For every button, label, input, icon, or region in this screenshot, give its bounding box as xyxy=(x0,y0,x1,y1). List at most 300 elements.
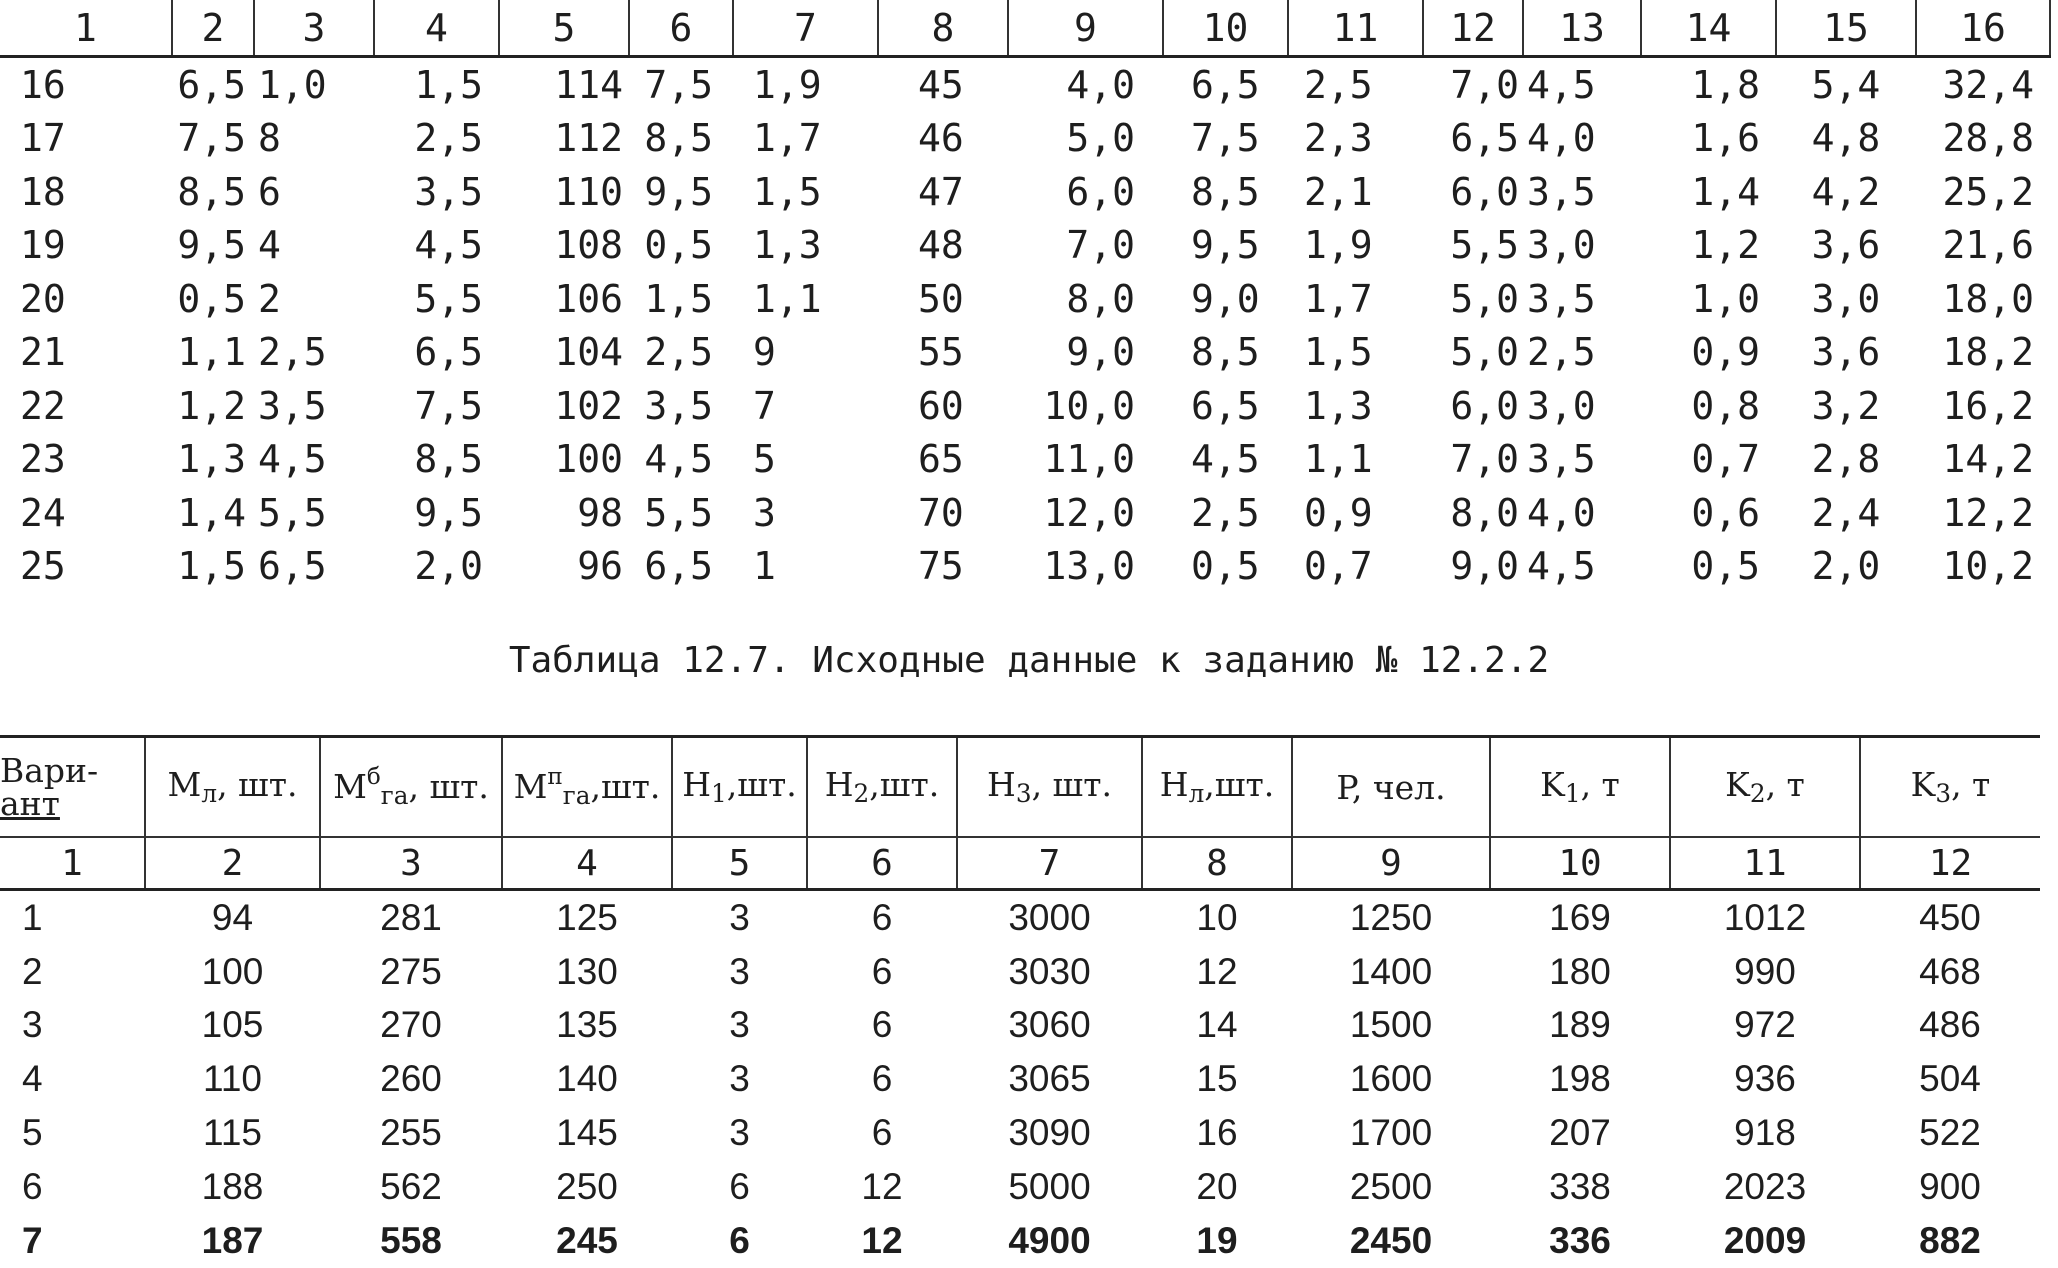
table-cell: 12,2 xyxy=(1942,490,2034,535)
column-number: 14 xyxy=(1641,0,1776,57)
table-cell: 104 xyxy=(554,330,623,375)
column-number-row xyxy=(0,837,2040,890)
table-cell: 260 xyxy=(380,1058,442,1100)
table-cell: 4900 xyxy=(1008,1219,1091,1261)
table-cell: 3,5 xyxy=(258,383,327,428)
table-cell: 10,0 xyxy=(1043,383,1135,428)
table-cell: 60 xyxy=(918,383,964,428)
table-cell: 1,7 xyxy=(1304,276,1373,321)
table-cell: 6,0 xyxy=(1450,169,1519,214)
table-cell: 47 xyxy=(918,169,964,214)
table-cell: 1,5 xyxy=(414,62,483,107)
table-cell: 16 xyxy=(1196,1112,1238,1154)
table-row xyxy=(0,112,2050,166)
table-cell: 3,0 xyxy=(1527,383,1596,428)
table-cell: 2,5 xyxy=(644,330,713,375)
table-cell: 3 xyxy=(729,950,750,992)
header-ml: $M_л$, шт. xyxy=(145,737,320,838)
column-number: 8 xyxy=(1142,837,1292,890)
table-cell: 106 xyxy=(554,276,623,321)
table-cell: 3 xyxy=(729,896,750,938)
column-number: 5 xyxy=(499,0,629,57)
table-cell: 70 xyxy=(918,490,964,535)
table-cell: 504 xyxy=(1919,1058,1981,1100)
column-number: 10 xyxy=(1490,837,1670,890)
table-cell: 8,5 xyxy=(644,116,713,161)
table-cell: 9,0 xyxy=(1450,544,1519,589)
table-cell: 19 xyxy=(1196,1219,1238,1261)
column-number: 11 xyxy=(1670,837,1860,890)
table-cell: 9,0 xyxy=(1191,276,1260,321)
table-cell: 936 xyxy=(1734,1058,1796,1100)
table-cell: 7,5 xyxy=(414,383,483,428)
table-cell: 140 xyxy=(556,1058,618,1100)
column-number: 13 xyxy=(1523,0,1641,57)
table-row xyxy=(0,540,2050,594)
table-cell: 1600 xyxy=(1349,1058,1433,1100)
table-cell: 98 xyxy=(577,490,623,535)
table-cell: 1,2 xyxy=(1691,223,1760,268)
table-cell: 115 xyxy=(203,1112,262,1154)
table-row xyxy=(0,890,2040,945)
table-cell: 1500 xyxy=(1349,1004,1433,1046)
table-cell: 16 xyxy=(20,62,66,107)
table-cell: 20 xyxy=(1196,1165,1238,1207)
table-cell: 3,5 xyxy=(644,383,713,428)
table-cell: 5,5 xyxy=(1450,223,1519,268)
table-cell: 1,7 xyxy=(753,116,822,161)
column-number: 1 xyxy=(0,837,145,890)
table-cell: 2,0 xyxy=(414,544,483,589)
table-cell: 1,1 xyxy=(1304,437,1373,482)
table-cell: 8,0 xyxy=(1066,276,1135,321)
table-cell: 3,5 xyxy=(1527,169,1596,214)
table-cell: 882 xyxy=(1919,1219,1981,1261)
table-row xyxy=(0,486,2050,540)
header-mga-p: $M^п_{га},шт$. xyxy=(502,737,672,838)
table-cell: 270 xyxy=(380,1004,442,1046)
column-number: 9 xyxy=(1292,837,1490,890)
table-cell: 6,0 xyxy=(1066,169,1135,214)
table-cell: 3 xyxy=(729,1058,750,1100)
table-cell: 6,5 xyxy=(1191,383,1260,428)
table-cell: 6 xyxy=(871,1112,893,1154)
table-cell: 21,6 xyxy=(1942,223,2034,268)
table-cell: 5,0 xyxy=(1450,330,1519,375)
table-cell: 5,4 xyxy=(1811,62,1881,107)
table-cell: 189 xyxy=(1549,1004,1611,1046)
table-cell: 522 xyxy=(1919,1112,1981,1154)
table-cell: 17 xyxy=(20,116,66,161)
table-cell: 112 xyxy=(554,116,623,161)
table-cell: 145 xyxy=(556,1112,618,1154)
table-cell: 4,5 xyxy=(414,223,483,268)
table-cell: 125 xyxy=(556,896,618,938)
table-row xyxy=(0,999,2040,1053)
table-cell: 1,0 xyxy=(258,62,327,107)
header-variant xyxy=(0,737,145,838)
table-cell: 169 xyxy=(1549,896,1611,938)
table-cell: 2023 xyxy=(1723,1165,1807,1207)
table-cell: 972 xyxy=(1734,1004,1796,1046)
table-cell: 50 xyxy=(918,276,964,321)
table-cell: 96 xyxy=(577,544,623,589)
table-cell: 6 xyxy=(729,1165,750,1207)
table-cell: 16,2 xyxy=(1942,383,2034,428)
table-cell: 1,1 xyxy=(177,330,246,375)
table-cell: 4,0 xyxy=(1527,116,1596,161)
table-cell: 9,5 xyxy=(1191,223,1260,268)
table-cell: 2,5 xyxy=(1527,330,1596,375)
header-k1: $K_1$, т xyxy=(1490,737,1670,838)
table-cell: 8,5 xyxy=(177,169,246,214)
table-cell: 94 xyxy=(211,896,254,938)
table-cell: 110 xyxy=(554,169,623,214)
table-cell: 6,5 xyxy=(1191,62,1260,107)
table-cell: 2009 xyxy=(1723,1219,1807,1261)
table-cell: 4,2 xyxy=(1811,169,1881,214)
table-cell: 18 xyxy=(20,169,66,214)
table-cell: 1,9 xyxy=(753,62,822,107)
table-cell: 108 xyxy=(554,223,623,268)
table-cell: 1,3 xyxy=(177,437,246,482)
table-cell: 1250 xyxy=(1349,896,1433,938)
table-cell: 3 xyxy=(753,490,776,535)
column-number: 10 xyxy=(1163,0,1288,57)
table-cell: 558 xyxy=(380,1219,442,1261)
table-row xyxy=(0,272,2050,326)
column-number: 2 xyxy=(172,0,254,57)
table-cell: 3030 xyxy=(1008,950,1091,992)
table-cell: 2,1 xyxy=(1304,169,1373,214)
table-cell: 10,2 xyxy=(1942,544,2034,589)
header-p: P, чел. xyxy=(1292,737,1490,838)
table-cell: 918 xyxy=(1734,1112,1796,1154)
table-cell: 1,3 xyxy=(753,223,822,268)
data-table-continuation xyxy=(0,0,2051,593)
table-row xyxy=(0,165,2050,219)
table-cell: 281 xyxy=(380,896,442,938)
column-number-row xyxy=(0,0,2050,57)
table-cell: 0,9 xyxy=(1304,490,1373,535)
table-cell: 5,5 xyxy=(414,276,483,321)
header-row xyxy=(0,737,2040,838)
table-cell: 135 xyxy=(556,1004,618,1046)
table-cell: 2,5 xyxy=(414,116,483,161)
column-number: 1 xyxy=(0,0,172,57)
table-row xyxy=(0,219,2050,273)
table-cell: 7 xyxy=(22,1219,43,1261)
table-cell: 1,2 xyxy=(177,383,246,428)
table-cell: 1,1 xyxy=(753,276,822,321)
table-cell: 32,4 xyxy=(1942,62,2034,107)
table-cell: 2,3 xyxy=(1304,116,1373,161)
table-caption: Таблица 12.7. Исходные данные к заданию № 12.2.2 xyxy=(508,640,1550,681)
table-cell: 6 xyxy=(871,896,893,938)
table-cell: 6 xyxy=(871,1058,893,1100)
table-cell: 3,0 xyxy=(1811,276,1881,321)
table-body xyxy=(0,890,2040,1268)
table-cell: 562 xyxy=(380,1165,442,1207)
column-number: 12 xyxy=(1423,0,1523,57)
column-number: 8 xyxy=(878,0,1008,57)
table-cell: 15 xyxy=(1196,1058,1238,1100)
table-cell: 468 xyxy=(1919,950,1981,992)
table-cell: 5 xyxy=(753,437,776,482)
table-cell: 0,7 xyxy=(1304,544,1373,589)
table-cell: 0,5 xyxy=(644,223,713,268)
header-h1: $H_1,шт$. xyxy=(672,737,807,838)
table-cell: 14 xyxy=(1196,1004,1238,1046)
table-cell: 4,8 xyxy=(1811,116,1881,161)
table-cell: 5,0 xyxy=(1450,276,1519,321)
table-cell: 28,8 xyxy=(1942,116,2034,161)
table-cell: 1,6 xyxy=(1691,116,1760,161)
table-row xyxy=(0,1052,2040,1106)
table-cell: 1,0 xyxy=(1691,276,1760,321)
column-number: 3 xyxy=(254,0,374,57)
table-cell: 6 xyxy=(729,1219,750,1261)
table-cell: 1,5 xyxy=(177,544,246,589)
table-cell: 1012 xyxy=(1723,896,1807,938)
table-row xyxy=(0,945,2040,999)
table-cell: 4,5 xyxy=(1527,62,1596,107)
table-cell: 7,5 xyxy=(644,62,713,107)
table-cell: 2 xyxy=(258,276,281,321)
table-cell: 255 xyxy=(380,1112,442,1154)
table-cell: 7,5 xyxy=(1191,116,1260,161)
table-cell: 8,5 xyxy=(414,437,483,482)
table-cell: 3090 xyxy=(1008,1112,1091,1154)
table-cell: 450 xyxy=(1919,896,1981,938)
table-cell: 4 xyxy=(22,1058,43,1100)
table-cell: 6,5 xyxy=(414,330,483,375)
table-cell: 130 xyxy=(556,950,618,992)
table-cell: 4,5 xyxy=(1527,544,1596,589)
table-cell: 6,5 xyxy=(1450,116,1519,161)
table-cell: 100 xyxy=(201,950,264,992)
table-row xyxy=(0,379,2050,433)
table-cell: 1,8 xyxy=(1691,62,1760,107)
column-number: 11 xyxy=(1288,0,1423,57)
table-cell: 114 xyxy=(554,62,623,107)
table-cell: 1 xyxy=(22,896,43,938)
table-cell: 12,0 xyxy=(1043,490,1135,535)
header-k2: $K_2$, т xyxy=(1670,737,1860,838)
table-cell: 0,9 xyxy=(1691,330,1760,375)
table-cell: 14,2 xyxy=(1942,437,2034,482)
table-cell: 5 xyxy=(22,1112,43,1154)
table-cell: 1,3 xyxy=(1304,383,1373,428)
table-cell: 45 xyxy=(918,62,964,107)
table-cell: 1 xyxy=(753,544,776,589)
table-cell: 7,0 xyxy=(1450,62,1519,107)
table-cell: 48 xyxy=(918,223,964,268)
table-cell: 1,4 xyxy=(177,490,246,535)
table-cell: 9 xyxy=(753,330,776,375)
table-cell: 0,5 xyxy=(1691,544,1760,589)
table-cell: 2,8 xyxy=(1811,437,1881,482)
source-data-table xyxy=(0,735,2040,1268)
table-cell: 3 xyxy=(729,1004,750,1046)
header-k3: $K_3$, т xyxy=(1860,737,2040,838)
table-body xyxy=(0,57,2050,594)
table-cell: 8,5 xyxy=(1191,330,1260,375)
table-cell: 12 xyxy=(861,1165,903,1207)
table-cell: 6 xyxy=(258,169,281,214)
table-cell: 2500 xyxy=(1349,1165,1433,1207)
table-cell: 1700 xyxy=(1349,1112,1433,1154)
table-cell: 5,5 xyxy=(644,490,713,535)
column-number: 6 xyxy=(629,0,733,57)
table-cell: 19 xyxy=(20,223,66,268)
table-cell: 3,5 xyxy=(414,169,483,214)
table-cell: 9,5 xyxy=(644,169,713,214)
table-cell: 0,5 xyxy=(1191,544,1260,589)
table-cell: 3,5 xyxy=(1527,276,1596,321)
table-cell: 3,5 xyxy=(1527,437,1596,482)
table-cell: 245 xyxy=(556,1219,618,1261)
table-cell: 3,2 xyxy=(1811,383,1881,428)
table-cell: 23 xyxy=(20,437,66,482)
table-cell: 4,5 xyxy=(644,437,713,482)
table-cell: 11,0 xyxy=(1043,437,1135,482)
table-cell: 105 xyxy=(201,1004,264,1046)
table-cell: 3 xyxy=(22,1004,43,1046)
table-cell: 0,7 xyxy=(1691,437,1760,482)
table-cell: 10 xyxy=(1196,896,1238,938)
table-cell: 990 xyxy=(1734,950,1796,992)
table-cell: 8 xyxy=(258,116,281,161)
column-number: 6 xyxy=(807,837,957,890)
table-row xyxy=(0,326,2050,380)
table-cell: 7 xyxy=(753,383,776,428)
column-number: 7 xyxy=(733,0,878,57)
table-cell: 55 xyxy=(918,330,964,375)
column-number: 4 xyxy=(374,0,499,57)
table-cell: 207 xyxy=(1549,1112,1611,1154)
header-variant-line1: Вари- xyxy=(0,751,99,790)
table-cell: 1400 xyxy=(1349,950,1433,992)
table-cell: 1,9 xyxy=(1304,223,1373,268)
table-cell: 2 xyxy=(22,950,43,992)
table-cell: 6,5 xyxy=(258,544,327,589)
table-cell: 0,5 xyxy=(177,276,246,321)
table-cell: 4 xyxy=(258,223,281,268)
table-cell: 336 xyxy=(1549,1219,1611,1261)
table-cell: 275 xyxy=(380,950,442,992)
table-cell: 3,6 xyxy=(1811,223,1881,268)
header-variant-line2: ант xyxy=(0,784,60,823)
table-cell: 3060 xyxy=(1008,1004,1091,1046)
table-cell: 22 xyxy=(20,383,66,428)
table-row xyxy=(0,1160,2040,1214)
table-cell: 12 xyxy=(1196,950,1238,992)
header-mga-b: $M^б_{га}$, шт. xyxy=(320,737,502,838)
table-cell: 9,5 xyxy=(414,490,483,535)
table-cell: 3,6 xyxy=(1811,330,1881,375)
table-cell: 6 xyxy=(871,1004,893,1046)
table-cell: 8,0 xyxy=(1450,490,1519,535)
table-cell: 25,2 xyxy=(1942,169,2034,214)
table-cell: 7,5 xyxy=(177,116,246,161)
table-cell: 46 xyxy=(918,116,964,161)
table-cell: 4,5 xyxy=(1191,437,1260,482)
table-cell: 198 xyxy=(1549,1058,1611,1100)
table-cell: 18,2 xyxy=(1942,330,2034,375)
header-h3: $H_3$, шт. xyxy=(957,737,1142,838)
table-cell: 2,5 xyxy=(258,330,327,375)
table-cell: 2,5 xyxy=(1304,62,1373,107)
table-cell: 13,0 xyxy=(1043,544,1135,589)
table-cell: 0,8 xyxy=(1691,383,1760,428)
column-number: 3 xyxy=(320,837,502,890)
table-cell: 75 xyxy=(918,544,964,589)
table-cell: 2450 xyxy=(1349,1219,1433,1261)
table-cell: 7,0 xyxy=(1450,437,1519,482)
table-cell: 6,5 xyxy=(177,62,246,107)
table-cell: 1,5 xyxy=(644,276,713,321)
table-cell: 338 xyxy=(1549,1165,1611,1207)
header-h2: $H_2,шт$. xyxy=(807,737,957,838)
table-cell: 486 xyxy=(1919,1004,1981,1046)
table-cell: 6 xyxy=(22,1165,43,1207)
table-cell: 0,6 xyxy=(1691,490,1760,535)
table-cell: 4,0 xyxy=(1527,490,1596,535)
table-cell: 4,0 xyxy=(1066,62,1135,107)
column-number: 7 xyxy=(957,837,1142,890)
header-hl: $H_л,шт$. xyxy=(1142,737,1292,838)
table-cell: 2,0 xyxy=(1811,544,1881,589)
table-cell: 6,5 xyxy=(644,544,713,589)
table-cell: 6 xyxy=(871,950,893,992)
column-number: 16 xyxy=(1916,0,2050,57)
table-cell: 9,0 xyxy=(1066,330,1135,375)
table-cell: 5000 xyxy=(1008,1165,1091,1207)
column-number: 15 xyxy=(1776,0,1916,57)
table-cell: 3,0 xyxy=(1527,223,1596,268)
table-cell: 102 xyxy=(554,383,623,428)
table-cell: 100 xyxy=(554,437,623,482)
table-cell: 5,5 xyxy=(258,490,327,535)
table-cell: 3 xyxy=(729,1112,750,1154)
table-cell: 6,0 xyxy=(1450,383,1519,428)
table-cell: 5,0 xyxy=(1066,116,1135,161)
table-cell: 12 xyxy=(861,1219,903,1261)
table-row xyxy=(0,1106,2040,1160)
table-cell: 2,5 xyxy=(1191,490,1260,535)
table-cell: 7,0 xyxy=(1066,223,1135,268)
table-cell: 1,5 xyxy=(1304,330,1373,375)
table-cell: 18,0 xyxy=(1942,276,2034,321)
table-cell: 24 xyxy=(20,490,66,535)
table-cell: 8,5 xyxy=(1191,169,1260,214)
column-number: 9 xyxy=(1008,0,1163,57)
column-number: 4 xyxy=(502,837,672,890)
table-cell: 188 xyxy=(201,1165,264,1207)
column-number: 12 xyxy=(1860,837,2040,890)
table-cell: 3065 xyxy=(1008,1058,1091,1100)
table-cell: 250 xyxy=(556,1165,618,1207)
column-number: 2 xyxy=(145,837,320,890)
table-cell: 187 xyxy=(201,1219,264,1261)
table-cell: 110 xyxy=(203,1058,262,1100)
table-cell: 4,5 xyxy=(258,437,327,482)
table-cell: 3000 xyxy=(1008,896,1091,938)
column-number: 5 xyxy=(672,837,807,890)
table-row xyxy=(0,57,2050,112)
table-cell: 2,4 xyxy=(1811,490,1881,535)
